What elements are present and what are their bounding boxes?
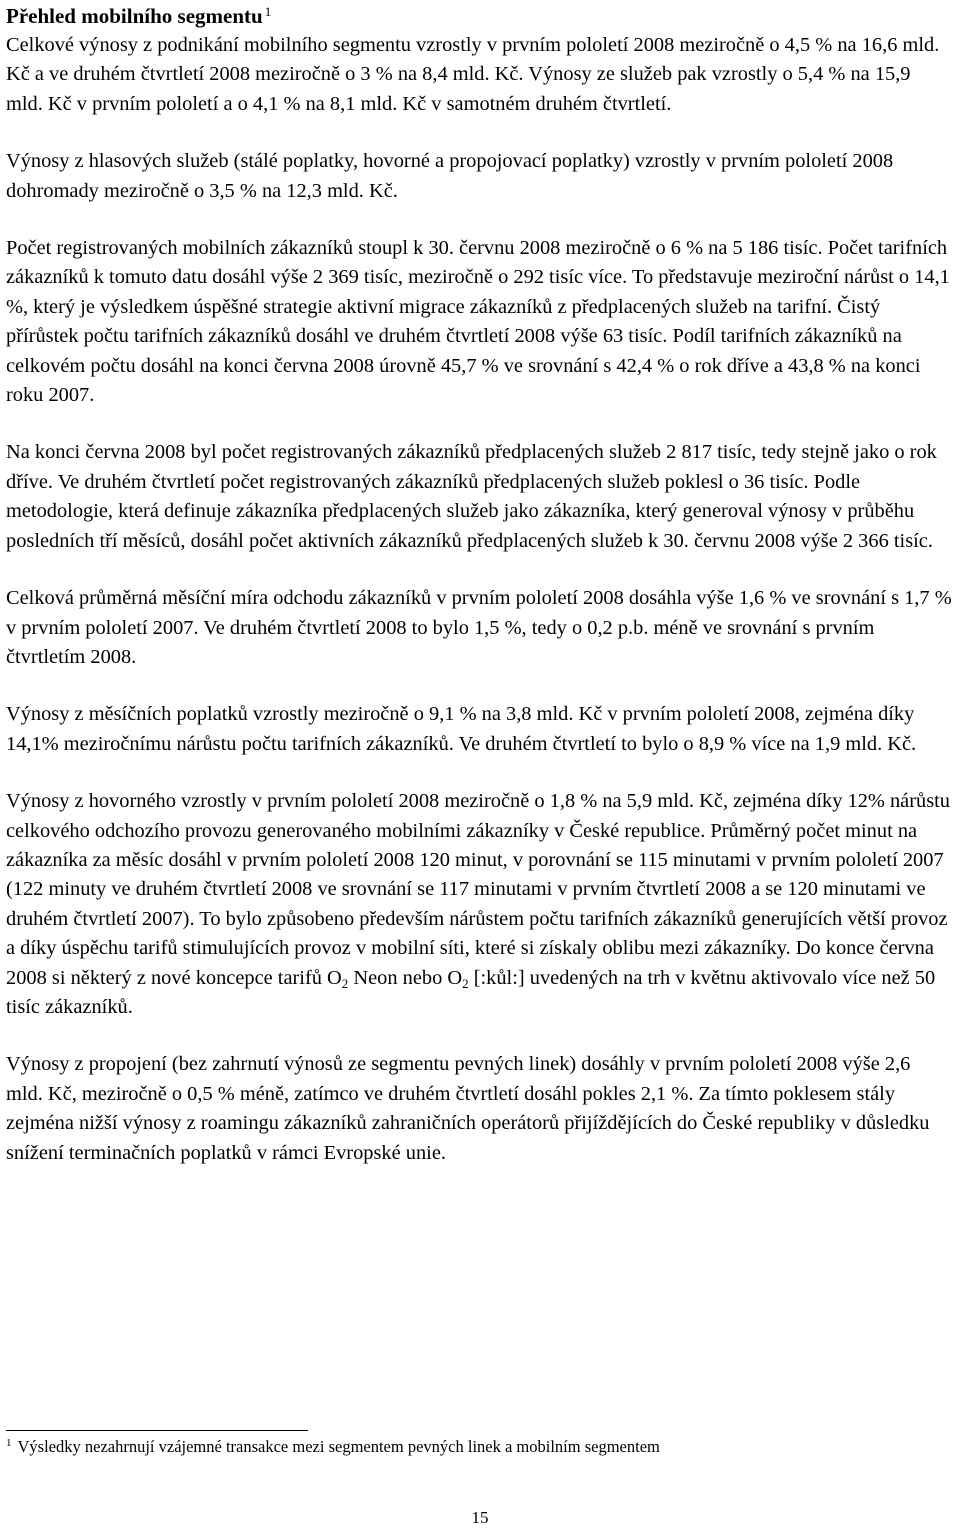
paragraph-voice-revenue: Výnosy z hlasových služeb (stálé poplatky, hovorné a propojovací poplatky) vzrostly v prvním pololetí 2008 dohromady meziročně o 3,5 % na 12,3 mld. Kč. (6, 150, 894, 202)
call-revenue-text-1: Výnosy z hovorného vzrostly v prvním pololetí 2008 meziročně o 1,8 % na 5,9 mld. Kč, zejména díky 12% nárůstu celkového odchozího provozu generovaného mobilními zákazníky v České republice. Průměrný počet minut na zákazníka za měsíc dosáhl v prvním pololetí 2008 120 minut, v porovnání se 115 minutami v prvním pololetí 2007 (122 minuty ve druhém čtvrtletí 2008 ve srovnání se 117 minutami v prvním čtvrtletí 2008 a se 120 minutami ve druhém čtvrtletí 2007). To bylo způsobeno především nárůstem počtu tarifních zákazníků generujících větší provoz a díky úspěchu tarifů stimulujících provoz v mobilní síti, které si získaly oblibu mezi zákazníky. Do konce června 2008 si některý z nové koncepce tarifů O (6, 790, 951, 989)
footnote-reference: 1 (264, 4, 272, 19)
paragraph-monthly-fees: Výnosy z měsíčních poplatků vzrostly meziročně o 9,1 % na 3,8 mld. Kč v prvním pololetí 2008, zejména díky 14,1% meziročnímu nárůstu počtu tarifních zákazníků. Ve druhém čtvrtletí to bylo o 8,9 % více na 1,9 mld. Kč. (6, 703, 917, 755)
paragraph-total-revenue: Celkové výnosy z podnikání mobilního segmentu vzrostly v prvním pololetí 2008 meziročně o 4,5 % na 16,6 mld. Kč a ve druhém čtvrtletí 2008 meziročně o 3 % na 8,4 mld. Kč. Výnosy ze služeb pak vzrostly o 5,4 % na 15,9 mld. Kč v prvním pololetí a o 4,1 % na 8,1 mld. Kč v samotném druhém čtvrtletí. (6, 34, 940, 115)
subscript-2: 2 (341, 975, 349, 991)
call-revenue-text-2: Neon nebo O (348, 966, 463, 989)
paragraph-call-revenue (6, 787, 952, 1022)
footnote (6, 1436, 660, 1458)
call-revenue-text-3: [:kůl:] uvedených na trh v květnu aktivovalo více než 50 tisíc zákazníků. (6, 966, 936, 1018)
footnote-text: Výsledky nezahrnují vzájemné transakce mezi segmentem pevných linek a mobilním segmentem (17, 1437, 660, 1456)
paragraph-churn-rate: Celková průměrná měsíční míra odchodu zákazníků v prvním pololetí 2008 dosáhla výše 1,6 % ve srovnání s 1,7 % v prvním pololetí 2007. Ve druhém čtvrtletí 2008 to bylo 1,5 %, tedy o 0,2 p.b. méně ve srovnání s prvním čtvrtletím 2008. (6, 587, 952, 668)
paragraph-prepaid-customers: Na konci června 2008 byl počet registrovaných zákazníků předplacených služeb 2 817 tisíc, tedy stejně jako o rok dříve. Ve druhém čtvrtletí počet registrovaných zákazníků předplacených služeb poklesl o 36 tisíc. Podle metodologie, která definuje zákazníka předplacených služeb jako zákazníka, který generoval výnosy v průběhu posledních tří měsíců, dosáhl počet aktivních zákazníků předplacených služeb k 30. červnu 2008 výše 2 366 tisíc. (6, 441, 937, 552)
section-title: Přehled mobilního segmentu (6, 4, 263, 28)
document-page (6, 2, 952, 1168)
footnote-number: 1 (6, 1437, 12, 1449)
footnote-divider (6, 1430, 308, 1431)
section-heading (6, 2, 952, 31)
paragraph-customer-count: Počet registrovaných mobilních zákazníků stoupl k 30. červnu 2008 meziročně o 6 % na 5 186 tisíc. Počet tarifních zákazníků k tomuto datu dosáhl výše 2 369 tisíc, meziročně o 292 tisíc více. To představuje meziroční nárůst o 14,1 %, který je výsledkem úspěšné strategie aktivní migrace zákazníků z předplacených služeb na tarifní. Čistý přírůstek počtu tarifních zákazníků dosáhl ve druhém čtvrtletí 2008 výše 63 tisíc. Podíl tarifních zákazníků na celkovém počtu dosáhl na konci června 2008 úrovně 45,7 % ve srovnání s 42,4 % o rok dříve a 43,8 % na konci roku 2007. (6, 237, 950, 407)
paragraph-interconnect-revenue: Výnosy z propojení (bez zahrnutí výnosů ze segmentu pevných linek) dosáhly v prvním pololetí 2008 výše 2,6 mld. Kč, meziročně o 0,5 % méně, zatímco ve druhém čtvrtletí dosáhl pokles 2,1 %. Za tímto poklesem stály zejména nižší výnosy z roamingu zákazníků zahraničních operátorů přijíždějících do České republiky v důsledku snížení terminačních poplatků v rámci Evropské unie. (6, 1053, 930, 1164)
subscript-2: 2 (462, 975, 469, 991)
page-number: 15 (471, 1508, 489, 1527)
